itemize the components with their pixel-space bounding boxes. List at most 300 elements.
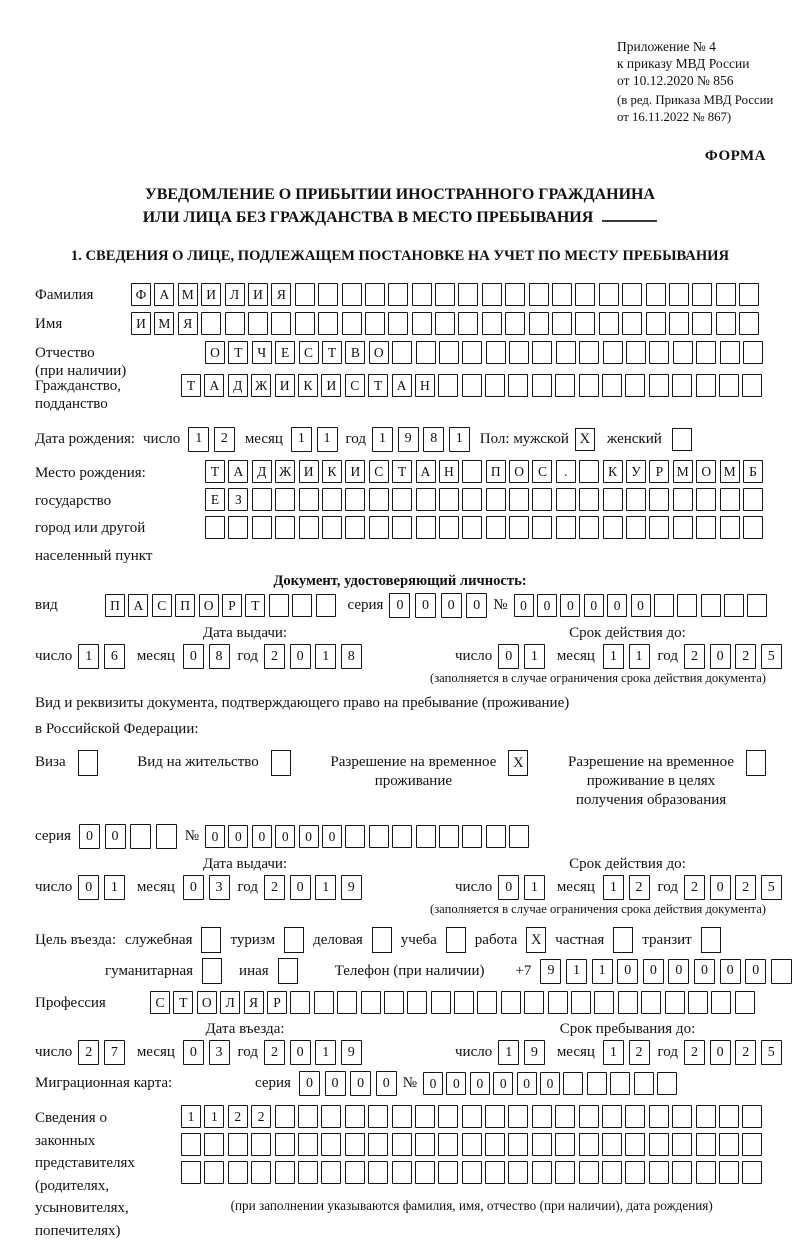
- char-box[interactable]: [719, 1133, 739, 1156]
- char-box[interactable]: [602, 1133, 622, 1156]
- char-box[interactable]: [669, 312, 689, 335]
- char-box[interactable]: [485, 1133, 505, 1156]
- char-box[interactable]: [345, 516, 365, 539]
- char-box[interactable]: [719, 374, 739, 397]
- char-box[interactable]: [415, 1161, 435, 1184]
- char-box[interactable]: 5: [761, 1040, 782, 1065]
- char-box[interactable]: 5: [761, 875, 782, 900]
- char-box[interactable]: А: [128, 594, 148, 617]
- char-box[interactable]: [505, 283, 525, 306]
- char-box[interactable]: 0: [514, 594, 534, 617]
- char-box[interactable]: 0: [299, 1071, 320, 1096]
- char-box[interactable]: [739, 283, 759, 306]
- char-box[interactable]: [252, 516, 272, 539]
- char-box[interactable]: [742, 374, 762, 397]
- char-box[interactable]: И: [275, 374, 295, 397]
- char-box[interactable]: 0: [415, 593, 436, 618]
- char-box[interactable]: [486, 488, 506, 511]
- char-box[interactable]: 1: [498, 1040, 519, 1065]
- char-box[interactable]: [692, 312, 712, 335]
- char-box[interactable]: 7: [104, 1040, 125, 1065]
- char-box[interactable]: С: [299, 341, 319, 364]
- char-box[interactable]: [345, 1133, 365, 1156]
- char-box[interactable]: [369, 516, 389, 539]
- char-box[interactable]: [673, 341, 693, 364]
- char-box[interactable]: [416, 516, 436, 539]
- char-box[interactable]: [696, 1105, 716, 1128]
- char-box[interactable]: [524, 991, 544, 1014]
- char-box[interactable]: 2: [264, 875, 285, 900]
- char-box[interactable]: 0: [389, 593, 410, 618]
- char-box[interactable]: [509, 341, 529, 364]
- char-box[interactable]: 2: [629, 875, 650, 900]
- char-box[interactable]: [290, 991, 310, 1014]
- char-box[interactable]: Е: [205, 488, 225, 511]
- char-box[interactable]: 0: [643, 959, 664, 984]
- char-box[interactable]: З: [228, 488, 248, 511]
- char-box[interactable]: Л: [225, 283, 245, 306]
- char-box[interactable]: [649, 516, 669, 539]
- char-box[interactable]: 2: [629, 1040, 650, 1065]
- char-box[interactable]: 0: [322, 825, 342, 848]
- char-box[interactable]: [439, 488, 459, 511]
- char-box[interactable]: [743, 341, 763, 364]
- char-box[interactable]: [228, 1133, 248, 1156]
- char-box[interactable]: [477, 991, 497, 1014]
- char-box[interactable]: [742, 1133, 762, 1156]
- char-box[interactable]: [462, 516, 482, 539]
- char-box[interactable]: [462, 1133, 482, 1156]
- char-box[interactable]: П: [175, 594, 195, 617]
- char-box[interactable]: [610, 1072, 630, 1095]
- char-box[interactable]: 2: [214, 427, 235, 452]
- char-box[interactable]: 6: [104, 644, 125, 669]
- char-box[interactable]: [365, 312, 385, 335]
- char-box[interactable]: [458, 283, 478, 306]
- char-box[interactable]: М: [154, 312, 174, 335]
- char-box[interactable]: 0: [560, 594, 580, 617]
- char-box[interactable]: [555, 1133, 575, 1156]
- char-box[interactable]: 0: [79, 824, 100, 849]
- char-box[interactable]: 0: [350, 1071, 371, 1096]
- char-box[interactable]: 2: [78, 1040, 99, 1065]
- char-box[interactable]: 2: [264, 1040, 285, 1065]
- char-box[interactable]: [275, 488, 295, 511]
- char-box[interactable]: 1: [372, 427, 393, 452]
- purpose-transit-checkbox[interactable]: [701, 927, 721, 953]
- purpose-official-checkbox[interactable]: [201, 927, 221, 953]
- char-box[interactable]: [486, 825, 506, 848]
- char-box[interactable]: 1: [317, 427, 338, 452]
- char-box[interactable]: [579, 1105, 599, 1128]
- char-box[interactable]: И: [345, 460, 365, 483]
- char-box[interactable]: [342, 312, 362, 335]
- char-box[interactable]: [482, 283, 502, 306]
- char-box[interactable]: Д: [252, 460, 272, 483]
- char-box[interactable]: О: [197, 991, 217, 1014]
- char-box[interactable]: С: [345, 374, 365, 397]
- char-box[interactable]: [696, 516, 716, 539]
- char-box[interactable]: 9: [524, 1040, 545, 1065]
- char-box[interactable]: [548, 991, 568, 1014]
- char-box[interactable]: [316, 594, 336, 617]
- char-box[interactable]: А: [392, 374, 412, 397]
- char-box[interactable]: 8: [209, 644, 230, 669]
- char-box[interactable]: И: [248, 283, 268, 306]
- char-box[interactable]: [486, 341, 506, 364]
- residence-permit-checkbox[interactable]: [271, 750, 291, 776]
- char-box[interactable]: [625, 1133, 645, 1156]
- char-box[interactable]: [556, 488, 576, 511]
- char-box[interactable]: [719, 1105, 739, 1128]
- char-box[interactable]: [603, 516, 623, 539]
- char-box[interactable]: 1: [449, 427, 470, 452]
- char-box[interactable]: [269, 594, 289, 617]
- char-box[interactable]: [532, 341, 552, 364]
- char-box[interactable]: [439, 825, 459, 848]
- char-box[interactable]: [412, 283, 432, 306]
- char-box[interactable]: 0: [183, 1040, 204, 1065]
- char-box[interactable]: [462, 374, 482, 397]
- char-box[interactable]: [649, 488, 669, 511]
- char-box[interactable]: [482, 312, 502, 335]
- char-box[interactable]: Ж: [251, 374, 271, 397]
- char-box[interactable]: [724, 594, 744, 617]
- char-box[interactable]: [634, 1072, 654, 1095]
- char-box[interactable]: 0: [498, 875, 519, 900]
- char-box[interactable]: 0: [325, 1071, 346, 1096]
- char-box[interactable]: [416, 341, 436, 364]
- char-box[interactable]: [416, 488, 436, 511]
- char-box[interactable]: [688, 991, 708, 1014]
- purpose-humanitarian-checkbox[interactable]: [202, 958, 222, 984]
- char-box[interactable]: [587, 1072, 607, 1095]
- char-box[interactable]: [556, 516, 576, 539]
- char-box[interactable]: 0: [668, 959, 689, 984]
- char-box[interactable]: [532, 488, 552, 511]
- char-box[interactable]: 0: [607, 594, 627, 617]
- char-box[interactable]: [462, 341, 482, 364]
- char-box[interactable]: [130, 824, 151, 849]
- char-box[interactable]: У: [626, 460, 646, 483]
- char-box[interactable]: [575, 312, 595, 335]
- purpose-private-checkbox[interactable]: [613, 927, 633, 953]
- char-box[interactable]: [672, 374, 692, 397]
- char-box[interactable]: 0: [694, 959, 715, 984]
- char-box[interactable]: Е: [275, 341, 295, 364]
- char-box[interactable]: 1: [78, 644, 99, 669]
- char-box[interactable]: Ч: [252, 341, 272, 364]
- char-box[interactable]: [486, 516, 506, 539]
- char-box[interactable]: О: [509, 460, 529, 483]
- char-box[interactable]: [532, 1161, 552, 1184]
- char-box[interactable]: [602, 374, 622, 397]
- purpose-study-checkbox[interactable]: [446, 927, 466, 953]
- char-box[interactable]: [665, 991, 685, 1014]
- char-box[interactable]: [602, 1105, 622, 1128]
- char-box[interactable]: С: [532, 460, 552, 483]
- char-box[interactable]: [742, 1161, 762, 1184]
- char-box[interactable]: 1: [204, 1105, 224, 1128]
- char-box[interactable]: М: [720, 460, 740, 483]
- char-box[interactable]: [626, 341, 646, 364]
- char-box[interactable]: 0: [205, 825, 225, 848]
- char-box[interactable]: [672, 1161, 692, 1184]
- char-box[interactable]: [462, 1105, 482, 1128]
- char-box[interactable]: В: [345, 341, 365, 364]
- char-box[interactable]: [555, 374, 575, 397]
- char-box[interactable]: 2: [735, 644, 756, 669]
- char-box[interactable]: 0: [470, 1072, 490, 1095]
- char-box[interactable]: 1: [524, 875, 545, 900]
- char-box[interactable]: [743, 488, 763, 511]
- char-box[interactable]: [599, 312, 619, 335]
- char-box[interactable]: [368, 1161, 388, 1184]
- char-box[interactable]: [337, 991, 357, 1014]
- char-box[interactable]: [579, 341, 599, 364]
- char-box[interactable]: Т: [205, 460, 225, 483]
- char-box[interactable]: [345, 825, 365, 848]
- char-box[interactable]: [716, 312, 736, 335]
- char-box[interactable]: Б: [743, 460, 763, 483]
- char-box[interactable]: [508, 1161, 528, 1184]
- char-box[interactable]: [251, 1133, 271, 1156]
- char-box[interactable]: [345, 488, 365, 511]
- char-box[interactable]: [720, 488, 740, 511]
- char-box[interactable]: [345, 1161, 365, 1184]
- char-box[interactable]: 3: [209, 1040, 230, 1065]
- char-box[interactable]: П: [486, 460, 506, 483]
- char-box[interactable]: 9: [398, 427, 419, 452]
- char-box[interactable]: [532, 516, 552, 539]
- char-box[interactable]: 1: [315, 875, 336, 900]
- char-box[interactable]: [625, 374, 645, 397]
- char-box[interactable]: [322, 488, 342, 511]
- char-box[interactable]: [555, 1161, 575, 1184]
- char-box[interactable]: [271, 312, 291, 335]
- char-box[interactable]: [508, 1133, 528, 1156]
- char-box[interactable]: [321, 1161, 341, 1184]
- char-box[interactable]: [438, 374, 458, 397]
- char-box[interactable]: [361, 991, 381, 1014]
- char-box[interactable]: 0: [617, 959, 638, 984]
- char-box[interactable]: [649, 1133, 669, 1156]
- char-box[interactable]: [579, 374, 599, 397]
- char-box[interactable]: [618, 991, 638, 1014]
- gender-male-checkbox[interactable]: X: [575, 428, 595, 451]
- char-box[interactable]: [314, 991, 334, 1014]
- char-box[interactable]: Я: [244, 991, 264, 1014]
- char-box[interactable]: 2: [684, 644, 705, 669]
- char-box[interactable]: [345, 1105, 365, 1128]
- char-box[interactable]: 2: [684, 1040, 705, 1065]
- char-box[interactable]: К: [322, 460, 342, 483]
- char-box[interactable]: [321, 1133, 341, 1156]
- char-box[interactable]: О: [205, 341, 225, 364]
- char-box[interactable]: [365, 283, 385, 306]
- char-box[interactable]: 0: [105, 824, 126, 849]
- char-box[interactable]: 0: [290, 644, 311, 669]
- char-box[interactable]: [672, 1105, 692, 1128]
- char-box[interactable]: [415, 1133, 435, 1156]
- char-box[interactable]: С: [369, 460, 389, 483]
- char-box[interactable]: [657, 1072, 677, 1095]
- char-box[interactable]: 9: [341, 875, 362, 900]
- char-box[interactable]: [735, 991, 755, 1014]
- char-box[interactable]: 0: [540, 1072, 560, 1095]
- char-box[interactable]: [571, 991, 591, 1014]
- char-box[interactable]: О: [199, 594, 219, 617]
- char-box[interactable]: [318, 283, 338, 306]
- char-box[interactable]: [342, 283, 362, 306]
- char-box[interactable]: 0: [252, 825, 272, 848]
- char-box[interactable]: Ж: [275, 460, 295, 483]
- char-box[interactable]: [454, 991, 474, 1014]
- char-box[interactable]: [392, 1161, 412, 1184]
- char-box[interactable]: [318, 312, 338, 335]
- char-box[interactable]: 1: [315, 644, 336, 669]
- char-box[interactable]: 0: [498, 644, 519, 669]
- char-box[interactable]: [392, 1133, 412, 1156]
- char-box[interactable]: [673, 516, 693, 539]
- char-box[interactable]: [369, 488, 389, 511]
- char-box[interactable]: 2: [228, 1105, 248, 1128]
- char-box[interactable]: [649, 374, 669, 397]
- char-box[interactable]: [298, 1105, 318, 1128]
- char-box[interactable]: [435, 312, 455, 335]
- char-box[interactable]: Р: [267, 991, 287, 1014]
- char-box[interactable]: [696, 341, 716, 364]
- char-box[interactable]: [742, 1105, 762, 1128]
- char-box[interactable]: [594, 991, 614, 1014]
- char-box[interactable]: 1: [603, 1040, 624, 1065]
- char-box[interactable]: [646, 283, 666, 306]
- char-box[interactable]: 0: [710, 644, 731, 669]
- char-box[interactable]: [251, 1161, 271, 1184]
- char-box[interactable]: [641, 991, 661, 1014]
- char-box[interactable]: К: [298, 374, 318, 397]
- char-box[interactable]: [509, 488, 529, 511]
- char-box[interactable]: 1: [188, 427, 209, 452]
- char-box[interactable]: [719, 1161, 739, 1184]
- char-box[interactable]: [626, 488, 646, 511]
- char-box[interactable]: 0: [183, 644, 204, 669]
- char-box[interactable]: [439, 341, 459, 364]
- char-box[interactable]: И: [201, 283, 221, 306]
- char-box[interactable]: 9: [341, 1040, 362, 1065]
- char-box[interactable]: [298, 1133, 318, 1156]
- char-box[interactable]: 0: [745, 959, 766, 984]
- char-box[interactable]: А: [204, 374, 224, 397]
- char-box[interactable]: 0: [290, 1040, 311, 1065]
- char-box[interactable]: 1: [566, 959, 587, 984]
- char-box[interactable]: [201, 312, 221, 335]
- char-box[interactable]: И: [131, 312, 151, 335]
- char-box[interactable]: [672, 1133, 692, 1156]
- char-box[interactable]: [181, 1133, 201, 1156]
- temp-residence-edu-checkbox[interactable]: [746, 750, 766, 776]
- char-box[interactable]: [204, 1161, 224, 1184]
- char-box[interactable]: [384, 991, 404, 1014]
- char-box[interactable]: [532, 1105, 552, 1128]
- char-box[interactable]: 0: [423, 1072, 443, 1095]
- char-box[interactable]: [416, 825, 436, 848]
- char-box[interactable]: [388, 283, 408, 306]
- char-box[interactable]: 1: [603, 875, 624, 900]
- char-box[interactable]: [529, 312, 549, 335]
- char-box[interactable]: 0: [517, 1072, 537, 1095]
- char-box[interactable]: [275, 1133, 295, 1156]
- char-box[interactable]: [181, 1161, 201, 1184]
- char-box[interactable]: [252, 488, 272, 511]
- char-box[interactable]: [622, 312, 642, 335]
- char-box[interactable]: [438, 1161, 458, 1184]
- char-box[interactable]: [556, 341, 576, 364]
- char-box[interactable]: 2: [251, 1105, 271, 1128]
- char-box[interactable]: 1: [603, 644, 624, 669]
- char-box[interactable]: 8: [341, 644, 362, 669]
- char-box[interactable]: [579, 1133, 599, 1156]
- char-box[interactable]: [295, 283, 315, 306]
- char-box[interactable]: [298, 1161, 318, 1184]
- char-box[interactable]: [462, 825, 482, 848]
- char-box[interactable]: [603, 488, 623, 511]
- char-box[interactable]: [646, 312, 666, 335]
- char-box[interactable]: [696, 488, 716, 511]
- temp-residence-checkbox[interactable]: X: [508, 750, 528, 776]
- char-box[interactable]: [485, 1105, 505, 1128]
- char-box[interactable]: М: [673, 460, 693, 483]
- char-box[interactable]: 0: [631, 594, 651, 617]
- char-box[interactable]: [292, 594, 312, 617]
- char-box[interactable]: [415, 1105, 435, 1128]
- char-box[interactable]: [552, 283, 572, 306]
- char-box[interactable]: [225, 312, 245, 335]
- char-box[interactable]: Я: [271, 283, 291, 306]
- char-box[interactable]: [692, 283, 712, 306]
- char-box[interactable]: [368, 1105, 388, 1128]
- char-box[interactable]: [392, 488, 412, 511]
- char-box[interactable]: 0: [183, 875, 204, 900]
- char-box[interactable]: [462, 460, 482, 483]
- char-box[interactable]: [529, 283, 549, 306]
- char-box[interactable]: [275, 1161, 295, 1184]
- char-box[interactable]: О: [369, 341, 389, 364]
- char-box[interactable]: [204, 1133, 224, 1156]
- char-box[interactable]: [696, 1133, 716, 1156]
- char-box[interactable]: [156, 824, 177, 849]
- char-box[interactable]: 0: [710, 1040, 731, 1065]
- char-box[interactable]: 1: [291, 427, 312, 452]
- char-box[interactable]: Р: [222, 594, 242, 617]
- char-box[interactable]: 1: [524, 644, 545, 669]
- char-box[interactable]: [563, 1072, 583, 1095]
- char-box[interactable]: [228, 1161, 248, 1184]
- char-box[interactable]: И: [321, 374, 341, 397]
- char-box[interactable]: 0: [376, 1071, 397, 1096]
- char-box[interactable]: [412, 312, 432, 335]
- char-box[interactable]: [579, 460, 599, 483]
- char-box[interactable]: [599, 283, 619, 306]
- char-box[interactable]: 0: [710, 875, 731, 900]
- char-box[interactable]: [555, 1105, 575, 1128]
- char-box[interactable]: [552, 312, 572, 335]
- char-box[interactable]: Д: [228, 374, 248, 397]
- char-box[interactable]: П: [105, 594, 125, 617]
- char-box[interactable]: 1: [592, 959, 613, 984]
- char-box[interactable]: [508, 1105, 528, 1128]
- char-box[interactable]: [677, 594, 697, 617]
